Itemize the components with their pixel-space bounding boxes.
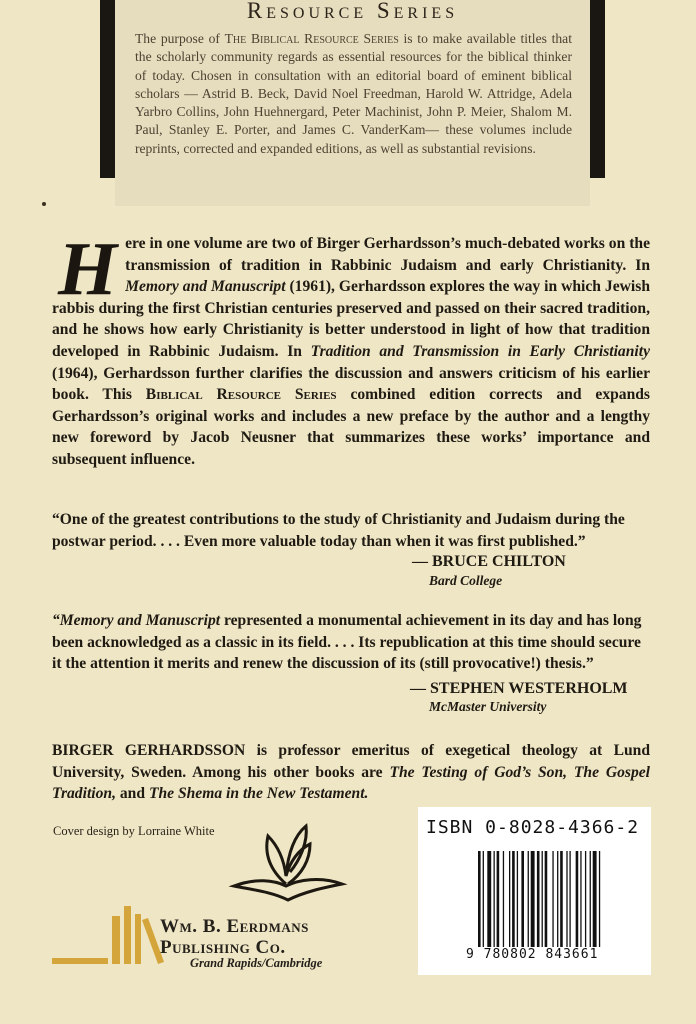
cover-credit: Cover design by Lorraine White: [53, 824, 215, 838]
barcode-icon: [478, 851, 643, 951]
ean-digits: 9 780802 843661: [466, 947, 599, 962]
book-title-1: Memory and Manuscript: [125, 278, 286, 296]
isbn-label: ISBN 0-8028-4366-2: [426, 817, 640, 838]
quote-book-title: “Memory and Manuscript: [52, 612, 221, 629]
bio-books-1: The Testing of God’s Son, The Gospel Tradition,: [52, 763, 650, 803]
quote-affiliation-westerholm: McMaster University: [429, 699, 547, 714]
isbn-box: [418, 807, 651, 975]
dove-icon: [228, 820, 348, 904]
bio-books-2: The Shema in the New Testament.: [148, 785, 369, 803]
series-description: The purpose of The Biblical Resource Series is to make available titles that the scholarly community regards as essential resources for the biblical thinker of today. Chosen in consultation with an editorial board of eminent biblical scholars — Astrid B. Beck, David Noel Freedman, Harold W. Attridge, Adela Yarbro Collins, John Huehnergard, Peter Machinist, John P. Meier, Shalom M. Paul, Stanley E. Porter, and James C. VanderKam— these volumes include reprints, corrected and expanded editions, as well as substantial revisions.: [135, 31, 572, 156]
book-title-2: Tradition and Transmission in Early Christianity: [310, 342, 650, 360]
series-reference: Biblical Resource Series: [145, 386, 337, 404]
series-name: The Biblical Resource Series: [224, 31, 399, 46]
author-bio: BIRGER GERHARDSSON is professor emeritus of exegetical theology at Lund University, Sweden. Among his other books are The Testing of God’s Son, The Gospel Tradition, and The Shema in the New Testament.: [52, 742, 650, 803]
series-title: Resource Series: [246, 0, 459, 23]
drop-cap: H: [58, 227, 118, 311]
quote-author-westerholm: — STEPHEN WESTERHOLM: [410, 680, 628, 697]
publisher-name: Wm. B. Eerdmans Publishing Co.: [160, 916, 309, 958]
publisher-logo-bars-icon: [52, 906, 172, 966]
quote-chilton: “One of the greatest contributions to the study of Christianity and Judaism during the postwar period. . . . Even more valuable today than when it was first published.”: [52, 511, 625, 550]
book-description: Here in one volume are two of Birger Gerhardsson’s much-debated works on the transmission of tradition in Rabbinic Judaism and early Christianity. In Memory and Manuscript (1961), Gerhardsson explores the way in which Jewish rabbis during the first Christian centuries preserved and passed on their sacred tradition, and he shows how early Christianity is better understood in light of how that tradition developed in Rabbinic Judaism. In Tradition and Transmission in Early Christianity (1964), Gerhardsson further clarifies the discussion and answers criticism of his earlier book. This Biblical Resource Series combined edition corrects and expands Gerhardsson’s original works and includes a new preface by the author and a lengthy new foreword by Jacob Neusner that summarizes these works’ importance and subsequent influence.: [52, 227, 650, 468]
series-box: [115, 0, 590, 206]
quote-author-chilton: — BRUCE CHILTON: [412, 553, 566, 570]
speck-dot: [42, 202, 46, 206]
quote-westerholm: “Memory and Manuscript represented a monumental achievement in its day and has long been acknowledged as a classic in its field. . . . Its republication at this time should secure it the attention it merits and renew the discussion of its (still provocative!) thesis.”: [52, 612, 642, 673]
quote-affiliation-chilton: Bard College: [429, 573, 503, 588]
publisher-place: Grand Rapids/Cambridge: [190, 956, 323, 970]
